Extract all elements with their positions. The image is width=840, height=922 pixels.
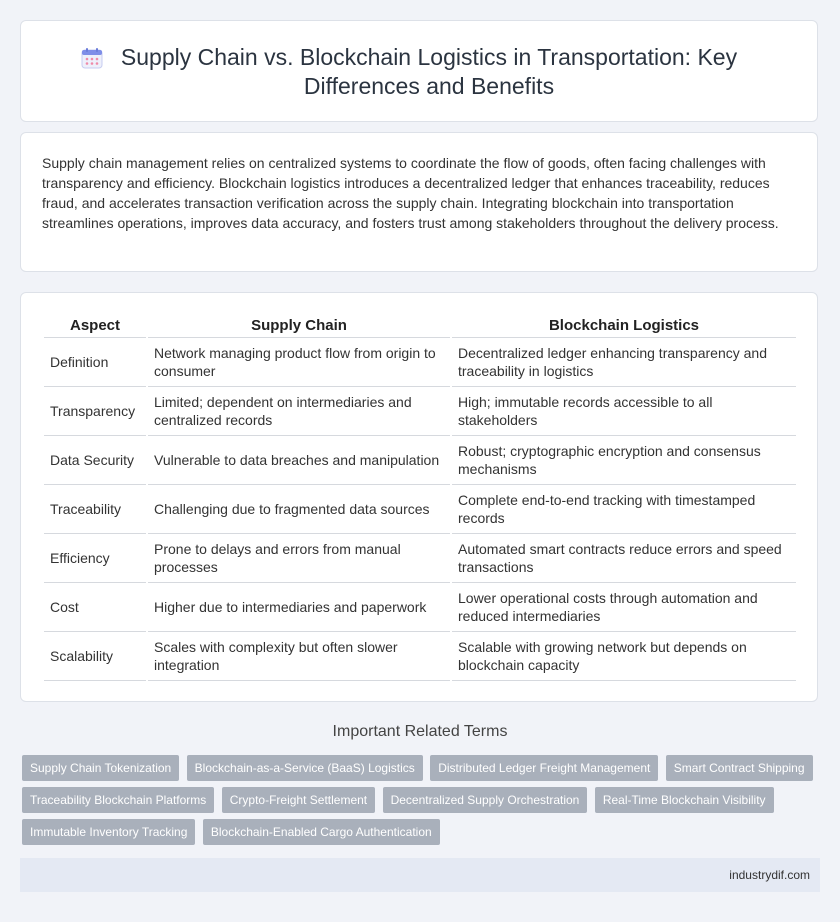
blockchain-cell: Lower operational costs through automation and reduced intermediaries [452, 583, 796, 632]
table-row [44, 436, 796, 485]
header-aspect: Aspect [44, 311, 146, 338]
blockchain-cell: Complete end-to-end tracking with timestamped records [452, 485, 796, 534]
related-term-tag[interactable]: Real-Time Blockchain Visibility [595, 787, 774, 813]
supply-chain-cell: Higher due to intermediaries and paperwork [148, 583, 450, 632]
related-term-tag[interactable]: Supply Chain Tokenization [22, 755, 179, 781]
related-terms-heading: Important Related Terms [332, 723, 508, 740]
supply-chain-cell: Scales with complexity but often slower integration [148, 632, 450, 681]
header-supply-chain: Supply Chain [148, 311, 450, 338]
table-header-row [44, 311, 796, 338]
aspect-cell: Efficiency [44, 534, 146, 583]
intro-paragraph: Supply chain management relies on centralized systems to coordinate the flow of goods, often facing challenges with transparency and efficiency. Blockchain logistics introduces a decentralized ledger that enhances traceability, reduces fraud, and accelerates transaction verification across the supply chain. Integrating blockchain into transportation streamlines operations, improves data accuracy, and fosters trust among stakeholders throughout the delivery process. [42, 155, 779, 231]
blockchain-cell: Decentralized ledger enhancing transparency and traceability in logistics [452, 338, 796, 387]
aspect-cell: Transparency [44, 387, 146, 436]
supply-chain-cell: Prone to delays and errors from manual processes [148, 534, 450, 583]
supply-chain-cell: Vulnerable to data breaches and manipulation [148, 436, 450, 485]
blockchain-cell: Robust; cryptographic encryption and consensus mechanisms [452, 436, 796, 485]
aspect-cell: Definition [44, 338, 146, 387]
blockchain-cell: Automated smart contracts reduce errors and speed transactions [452, 534, 796, 583]
related-term-tag[interactable]: Blockchain-as-a-Service (BaaS) Logistics [187, 755, 423, 781]
comparison-table [42, 311, 798, 681]
blockchain-cell: High; immutable records accessible to all stakeholders [452, 387, 796, 436]
table-row [44, 583, 796, 632]
aspect-cell: Scalability [44, 632, 146, 681]
related-term-tag[interactable]: Distributed Ledger Freight Management [430, 755, 658, 781]
table-row [44, 387, 796, 436]
table-row [44, 338, 796, 387]
intro-card [20, 132, 818, 272]
site-name[interactable]: industrydif.com [729, 868, 810, 882]
related-term-tag[interactable]: Immutable Inventory Tracking [22, 819, 195, 845]
header-blockchain-logistics: Blockchain Logistics [452, 311, 796, 338]
footer [20, 858, 820, 892]
supply-chain-cell: Challenging due to fragmented data sources [148, 485, 450, 534]
related-terms-list [22, 755, 822, 851]
blockchain-cell: Scalable with growing network but depends on blockchain capacity [452, 632, 796, 681]
supply-chain-cell: Limited; dependent on intermediaries and centralized records [148, 387, 450, 436]
title-card [20, 20, 818, 122]
table-row [44, 534, 796, 583]
table-row [44, 485, 796, 534]
related-term-tag[interactable]: Traceability Blockchain Platforms [22, 787, 214, 813]
aspect-cell: Cost [44, 583, 146, 632]
page-title: Supply Chain vs. Blockchain Logistics in Transportation: Key Differences and Benefits [120, 44, 738, 99]
supply-chain-cell: Network managing product flow from origin to consumer [148, 338, 450, 387]
related-term-tag[interactable]: Blockchain-Enabled Cargo Authentication [203, 819, 440, 845]
aspect-cell: Traceability [44, 485, 146, 534]
aspect-cell: Data Security [44, 436, 146, 485]
related-term-tag[interactable]: Decentralized Supply Orchestration [383, 787, 588, 813]
related-term-tag[interactable]: Crypto-Freight Settlement [222, 787, 375, 813]
table-row [44, 632, 796, 681]
comparison-card [20, 292, 818, 702]
related-term-tag[interactable]: Smart Contract Shipping [666, 755, 813, 781]
